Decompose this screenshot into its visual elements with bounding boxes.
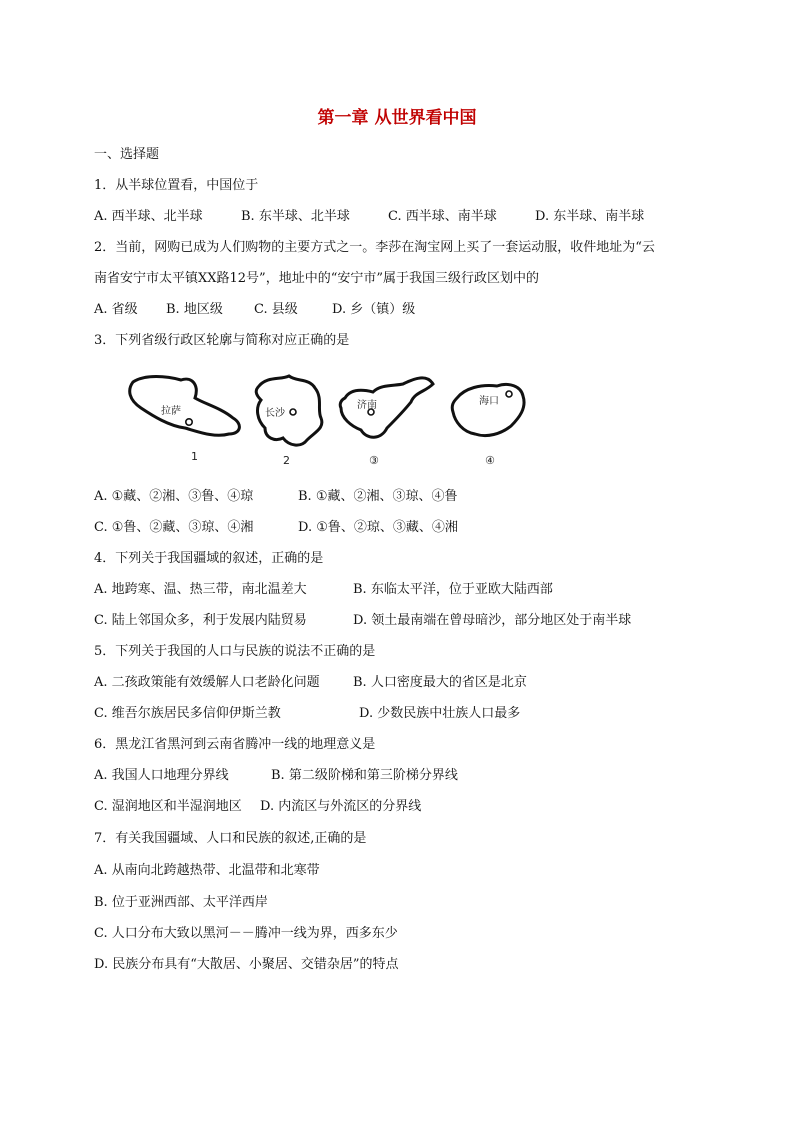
province-4-number: ④ — [485, 454, 495, 467]
question-3-option-d: D. ①鲁、②琼、③藏、④湘 — [298, 520, 458, 535]
question-7-option-c: C. 人口分布大致以黑河－－腾冲一线为界，西多东少 — [94, 926, 398, 941]
question-2-stem-line-2: 南省安宁市太平镇XX路12号”，地址中的“安宁市”属于我国三级行政区划中的 — [94, 271, 539, 286]
question-3-stem: 3．下列省级行政区轮廓与简称对应正确的是 — [94, 333, 350, 348]
question-6-stem: 6．黑龙江省黑河到云南省腾冲一线的地理意义是 — [94, 737, 376, 752]
province-4-label: 海口 — [479, 396, 499, 407]
question-4-options-row-1 — [94, 581, 553, 599]
question-6-options-row-2 — [94, 798, 421, 816]
province-outline-4 — [452, 384, 524, 435]
province-1-capital-dot — [186, 419, 192, 425]
question-2-stem-line-1: 2．当前，网购已成为人们购物的主要方式之一。李莎在淘宝网上买了一套运动服，收件地址为“云 — [94, 240, 655, 255]
section-heading: 一、选择题 — [94, 147, 160, 162]
question-7-stem: 7．有关我国疆域、人口和民族的叙述,正确的是 — [94, 831, 367, 846]
question-3-option-c: C. ①鲁、②藏、③琼、④湘 — [94, 520, 254, 535]
question-2-option-d: D. 乡（镇）级 — [332, 302, 416, 317]
question-2-options — [94, 301, 415, 319]
question-1-option-c: C. 西半球、南半球 — [388, 209, 497, 224]
question-4-option-c: C. 陆上邻国众多，利于发展内陆贸易 — [94, 613, 307, 628]
question-7-option-a: A. 从南向北跨越热带、北温带和北寒带 — [94, 863, 320, 878]
province-1-number: 1 — [191, 450, 198, 463]
question-1-option-d: D. 东半球、南半球 — [535, 209, 645, 224]
question-6-option-c: C. 湿润地区和半湿润地区 — [94, 799, 242, 814]
question-3-options-row-1 — [94, 488, 457, 506]
question-1-stem: 1．从半球位置看，中国位于 — [94, 178, 259, 193]
province-4-capital-dot — [506, 391, 512, 397]
question-5-option-a: A. 二孩政策能有效缓解人口老龄化问题 — [94, 675, 320, 690]
province-outline-figure — [125, 368, 535, 476]
question-3-option-b: B. ①藏、②湘、③琼、④鲁 — [298, 489, 458, 504]
question-4-options-row-2 — [94, 612, 631, 630]
question-5-stem: 5．下列关于我国的人口与民族的说法不正确的是 — [94, 644, 376, 659]
question-1-option-a: A. 西半球、北半球 — [94, 209, 203, 224]
question-4-option-d: D. 领土最南端在曾母暗沙，部分地区处于南半球 — [353, 613, 632, 628]
question-4-option-b: B. 东临太平洋，位于亚欧大陆西部 — [353, 582, 553, 597]
question-4-option-a: A. 地跨寒、温、热三带，南北温差大 — [94, 582, 307, 597]
question-3-options-row-2 — [94, 519, 458, 537]
question-7-option-b: B. 位于亚洲西部、太平洋西岸 — [94, 895, 268, 910]
province-outlines-svg — [125, 368, 535, 476]
question-7-option-d: D. 民族分布具有“大散居、小聚居、交错杂居”的特点 — [94, 957, 399, 972]
question-4-stem: 4．下列关于我国疆域的叙述，正确的是 — [94, 551, 324, 566]
chapter-title: 第一章 从世界看中国 — [317, 108, 477, 128]
question-5-options-row-2 — [94, 705, 520, 723]
province-2-capital-dot — [290, 409, 296, 415]
question-3-option-a: A. ①藏、②湘、③鲁、④琼 — [94, 489, 254, 504]
question-2-option-a: A. 省级 — [94, 302, 138, 317]
question-2-option-c: C. 县级 — [254, 302, 298, 317]
question-1-options — [94, 208, 644, 226]
question-6-option-b: B. 第二级阶梯和第三阶梯分界线 — [271, 768, 458, 783]
province-2-number: 2 — [283, 454, 290, 467]
question-5-option-b: B. 人口密度最大的省区是北京 — [353, 675, 527, 690]
province-3-label: 济南 — [357, 400, 377, 411]
question-6-option-d: D. 内流区与外流区的分界线 — [260, 799, 422, 814]
question-2-option-b: B. 地区级 — [166, 302, 223, 317]
question-5-options-row-1 — [94, 674, 527, 692]
question-5-option-d: D. 少数民族中壮族人口最多 — [359, 706, 521, 721]
question-6-option-a: A. 我国人口地理分界线 — [94, 768, 229, 783]
question-1-option-b: B. 东半球、北半球 — [241, 209, 350, 224]
province-outline-1 — [130, 377, 240, 436]
province-3-number: ③ — [369, 454, 379, 467]
question-5-option-c: C. 维吾尔族居民多信仰伊斯兰教 — [94, 706, 281, 721]
province-1-label: 拉萨 — [161, 406, 181, 417]
question-6-options-row-1 — [94, 767, 458, 785]
province-2-label: 长沙 — [265, 408, 285, 419]
province-outline-3 — [340, 378, 433, 437]
